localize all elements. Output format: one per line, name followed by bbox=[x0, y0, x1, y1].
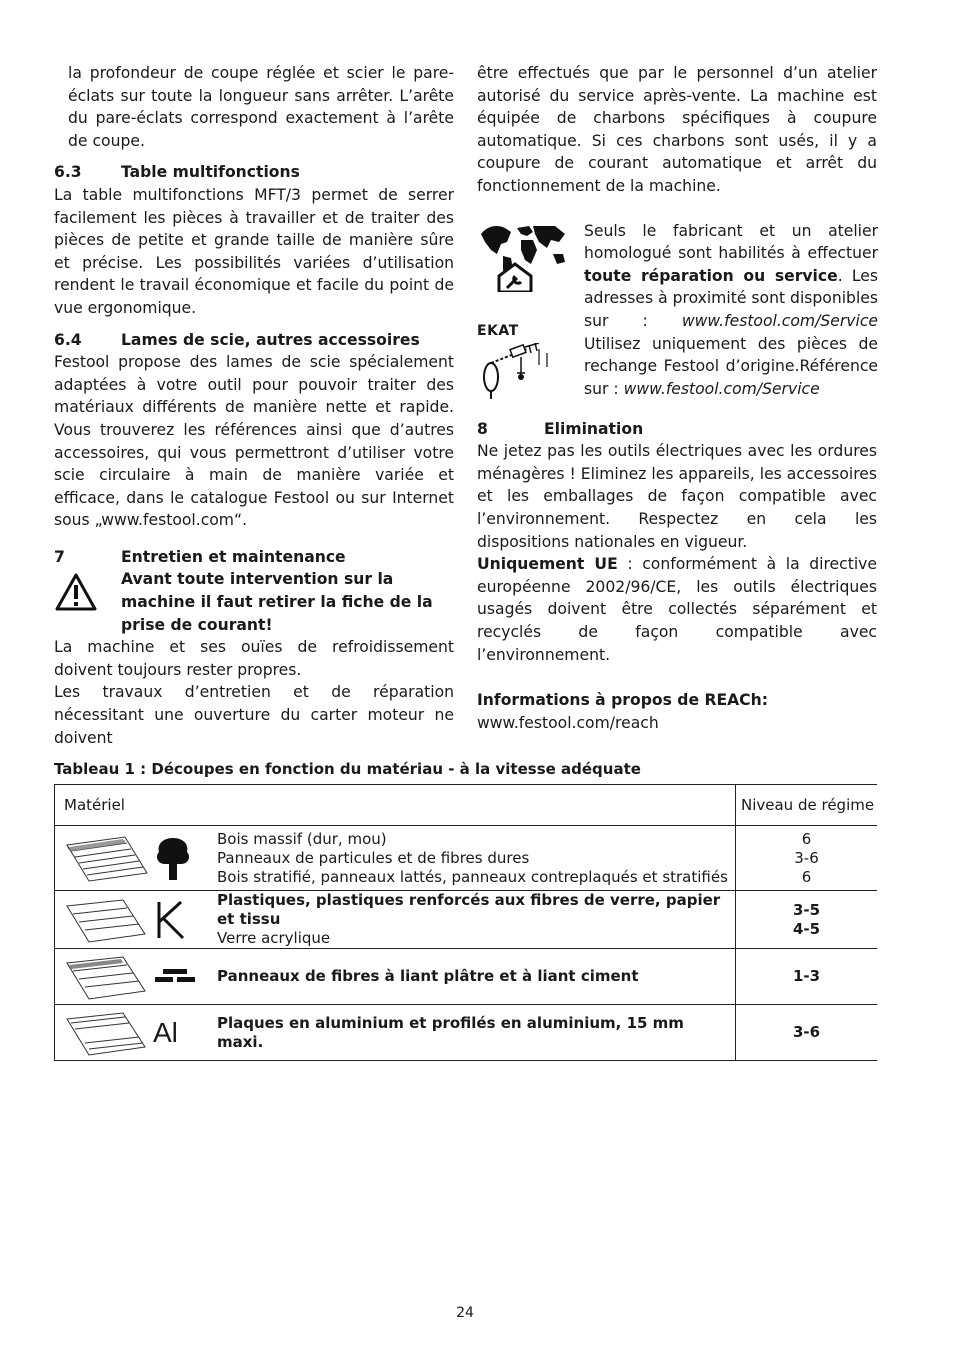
service-link[interactable]: www.festool.com/Service bbox=[681, 311, 878, 330]
continued-paragraph: être effectués que par le personnel d’un atelier autorisé du service après-vente. La machine est équipée de charbons spécifiques à coupure automatique. Si ces charbons sont usés, il y a coupure de courant automatique et arrêt du fonctionnement de la machine. bbox=[477, 64, 877, 195]
carbon-brush-icon bbox=[477, 343, 557, 401]
level-value: 6 bbox=[801, 829, 812, 848]
section-title: Lames de scie, autres accessoires bbox=[121, 330, 420, 349]
material-column-header: Matériel bbox=[55, 785, 736, 826]
section-6-4-body: Festool propose des lames de scie spécialement adaptées à votre outil pour pouvoir traiter des matériaux différents de manière nette et rapide. Vous trouverez les références ainsi que d’autres accessoires, qui vous permettront d’utiliser votre scie circulaire à main de manière variée et efficace, dans le catalogue Festool ou sur Internet sous „www.festool.com“. bbox=[54, 353, 454, 530]
material-line: Panneaux de particules et de fibres dures bbox=[217, 848, 530, 867]
material-line: Panneaux de fibres à liant plâtre et à liant ciment bbox=[217, 967, 639, 985]
eu-text: : conformément à la directive européenne 2002/96/CE, les outils électriques usagés doivent être collectés séparément et recyclés de façon compatible avec l’environnement. bbox=[477, 555, 877, 664]
material-cell bbox=[55, 1005, 736, 1061]
warning-block bbox=[54, 568, 454, 636]
table-row bbox=[55, 1005, 878, 1061]
disposal-paragraph: Ne jetez pas les outils électriques avec les ordures ménagères ! Eliminez les appareils, les accessoires et les emballages de façon compatible avec l’environnement. Respectez en cela les dispositions nationales en vigueur. bbox=[477, 442, 877, 551]
material-line: Plaques en aluminium et profilés en aluminium, 15 mm maxi. bbox=[217, 1013, 684, 1051]
level-value: 1-3 bbox=[792, 967, 821, 985]
material-line: Plastiques, plastiques renforcés aux fibres de verre, papier et tissu bbox=[217, 891, 721, 928]
section-number: 6.4 bbox=[54, 330, 82, 349]
page-number: 24 bbox=[456, 1305, 474, 1321]
eu-paragraph bbox=[477, 553, 877, 666]
plastic-board-icon bbox=[65, 896, 149, 944]
right-column bbox=[477, 62, 877, 734]
level-cell bbox=[736, 949, 878, 1005]
table-header-row bbox=[55, 785, 878, 826]
section-6-4-heading bbox=[54, 329, 454, 352]
material-cell bbox=[55, 949, 736, 1005]
brick-icon bbox=[153, 967, 197, 987]
section-title: Elimination bbox=[544, 419, 644, 438]
reach-url[interactable]: www.festool.com/reach bbox=[477, 713, 659, 732]
table-row bbox=[55, 891, 878, 949]
fiber-board-icon bbox=[65, 953, 149, 1001]
service-text bbox=[584, 220, 878, 401]
table-title: Tableau 1 : Découpes en fonction du matériau - à la vitesse adéquate bbox=[54, 760, 641, 778]
section-6-3-body: La table multifonctions MFT/3 permet de serrer facilement les pièces à travailler et de traiter des pièces de petite et grande taille de manière sûre et précise. Les possibilités variées d’utilisation rendent le travail économique et facile du point de vue ergonomique. bbox=[54, 185, 454, 317]
level-value: 6 bbox=[801, 867, 812, 886]
section-number: 7 bbox=[54, 547, 65, 566]
level-value: 3-5 bbox=[792, 900, 821, 919]
reach-title: Informations à propos de REACh: bbox=[477, 691, 768, 710]
material-line: Bois stratifié, panneaux lattés, panneaux contreplaqués et stratifiés bbox=[217, 867, 728, 886]
level-cell bbox=[736, 891, 878, 949]
section-8-heading bbox=[477, 418, 877, 441]
section-6-3-heading bbox=[54, 161, 454, 184]
intro-paragraph: la profondeur de coupe réglée et scier le pare-éclats sur toute la longueur sans arrêter. L’arête du pare-éclats correspond exactement à l’arête de coupe. bbox=[68, 64, 454, 150]
service-text-part: Utilisez uniquement des pièces de rechange Festool d’origine.Référence sur : bbox=[584, 334, 878, 398]
section-title: Entretien et maintenance bbox=[121, 547, 346, 566]
section-7-heading bbox=[54, 546, 454, 569]
service-bold: toute réparation ou service bbox=[584, 266, 838, 285]
section-number: 8 bbox=[477, 419, 488, 438]
service-block bbox=[477, 220, 877, 404]
level-value: 3-6 bbox=[792, 1023, 821, 1041]
material-line: Verre acrylique bbox=[217, 929, 331, 947]
wood-board-icon bbox=[65, 833, 149, 883]
maintenance-paragraph-2: Les travaux d’entretien et de réparation nécessitant une ouverture du carter moteur ne doivent bbox=[54, 683, 454, 747]
service-icons bbox=[477, 220, 577, 408]
level-column-header: Niveau de régime bbox=[736, 785, 878, 826]
level-cell bbox=[736, 826, 878, 891]
level-value: 3-6 bbox=[794, 848, 819, 867]
maintenance-paragraph-1: La machine et ses ouïes de refroidissement doivent toujours rester propres. bbox=[54, 638, 454, 679]
level-value: 4-5 bbox=[792, 919, 821, 938]
section-number: 6.3 bbox=[54, 163, 82, 182]
warning-text: Avant toute intervention sur la machine il faut retirer la fiche de la prise de courant! bbox=[121, 570, 433, 634]
material-cell bbox=[55, 891, 736, 949]
level-cell bbox=[736, 1005, 878, 1061]
spare-parts-link[interactable]: www.festool.com/Service bbox=[623, 379, 820, 398]
service-text-part: . Les adresses à proximité sont disponibles sur : bbox=[584, 266, 879, 330]
aluminium-profile-icon bbox=[65, 1009, 149, 1057]
tree-icon bbox=[153, 834, 193, 882]
aluminium-icon: Al bbox=[153, 1017, 178, 1048]
left-column bbox=[54, 62, 454, 749]
ekat-label: EKAT bbox=[477, 323, 519, 340]
material-table bbox=[54, 784, 877, 1061]
world-map-service-icon bbox=[477, 220, 569, 292]
table-row bbox=[55, 949, 878, 1005]
material-line: Bois massif (dur, mou) bbox=[217, 829, 387, 848]
service-text-part: Seuls le fabricant et un atelier homologué sont habilités à effectuer bbox=[584, 221, 878, 263]
plastic-k-icon bbox=[153, 898, 187, 942]
section-title: Table multifonctions bbox=[121, 163, 300, 182]
table-row bbox=[55, 826, 878, 891]
warning-triangle-icon bbox=[54, 568, 114, 636]
material-cell bbox=[55, 826, 736, 891]
eu-label: Uniquement UE bbox=[477, 555, 618, 574]
